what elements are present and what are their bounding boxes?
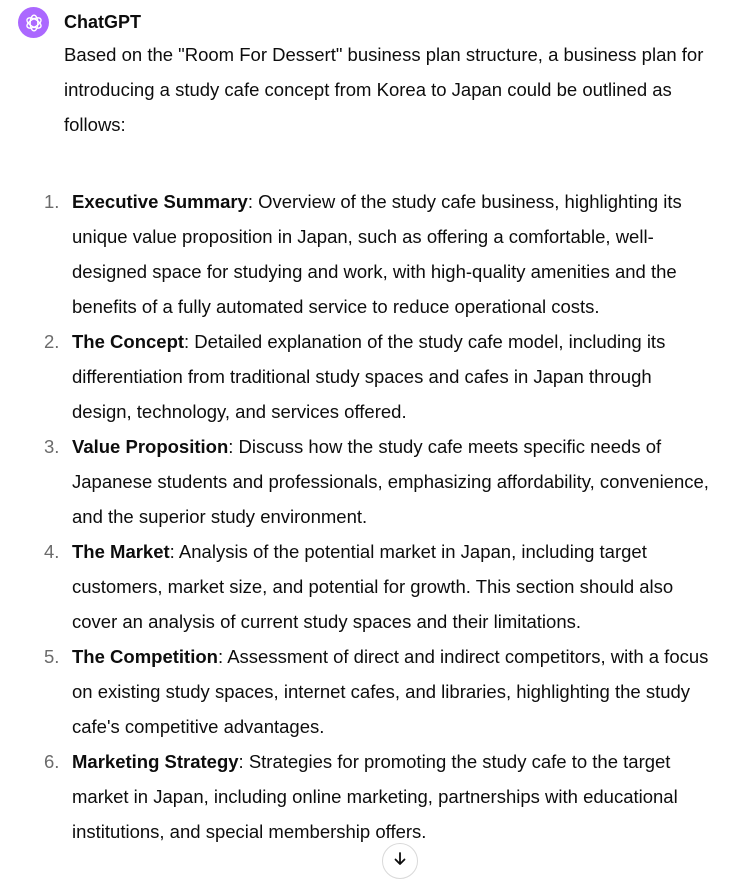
openai-logo-icon [23,12,45,34]
list-description: : Overview of the study cafe business, highlighting its unique value proposition in Japan, such as offering a comfortable, well-designed space for studying and work, with high-quality amenities and the benefits of a fully automated service to reduce operational costs. [72,191,682,317]
scroll-to-bottom-button[interactable] [382,843,418,879]
list-description: : Detailed explanation of the study cafe model, including its differentiation from traditional study spaces and cafes in Japan through design, technology, and services offered. [72,331,666,422]
list-number: 2. [44,331,60,352]
list-item [44,429,714,534]
list-number: 1. [44,191,60,212]
list-description: : Strategies for promoting the study cafe to the target market in Japan, including online marketing, partnerships with educational institutions, and special membership offers. [72,751,678,842]
intro-paragraph: Based on the "Room For Dessert" business plan structure, a business plan for introducing a study cafe concept from Korea to Japan could be outlined as follows: [64,44,704,135]
list-description: : Assessment of direct and indirect competitors, with a focus on existing study spaces, internet cafes, and libraries, highlighting the study cafe's competitive advantages. [72,646,709,737]
list-description: : Discuss how the study cafe meets specific needs of Japanese students and professionals, emphasizing affordability, convenience, and the superior study environment. [72,436,709,527]
business-plan-list [44,184,714,849]
list-item [44,534,714,639]
sender-name: ChatGPT [64,12,142,32]
list-term: Executive Summary [72,191,248,212]
list-item [44,744,714,849]
list-term: The Competition [72,646,218,667]
list-number: 5. [44,646,60,667]
list-item [44,184,714,324]
list-term: The Concept [72,331,185,352]
list-term: Marketing Strategy [72,751,239,772]
assistant-avatar [18,7,49,38]
list-number: 6. [44,751,60,772]
list-number: 4. [44,541,60,562]
list-item [44,324,714,429]
message-content [44,37,714,849]
list-term: Value Proposition [72,436,229,457]
list-description: : Analysis of the potential market in Japan, including target customers, market size, and potential for growth. This section should also cover an analysis of current study spaces and their limitations. [72,541,674,632]
list-item [44,639,714,744]
list-term: The Market [72,541,170,562]
list-number: 3. [44,436,60,457]
